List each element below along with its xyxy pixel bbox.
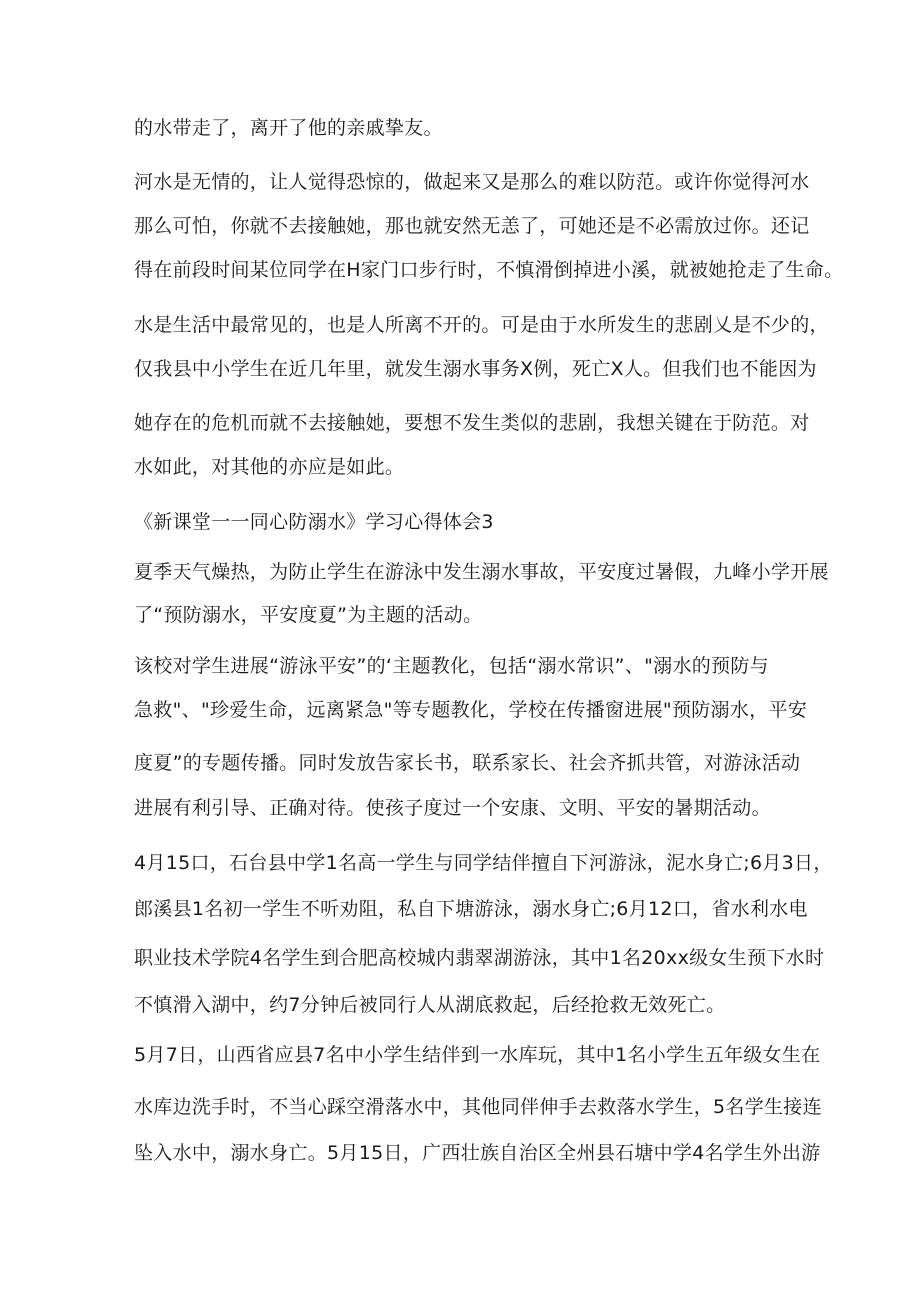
text-line: 职业技术学院4名学生到合肥高校城内翡翠湖游泳，其中1名20xx级女生预下水时 xyxy=(134,947,825,969)
text-line: 了“预防溺水，平安度夏”为主题的活动。 xyxy=(134,604,483,626)
text-line: 水如此，对其他的亦应是如此。 xyxy=(134,456,405,478)
text-line: 不慎滑入湖中，约7分钟后被同行人从湖底救起，后经抢救无效死亡。 xyxy=(134,994,726,1016)
text-line: 坠入水中，溺水身亡。5月15日，广西壮族自治区全州县石塘中学4名学生外出游 xyxy=(134,1142,821,1164)
text-line: 河水是无情的，让人觉得恐惊的，做起来又是那么的难以防范。或许你觉得河水 xyxy=(134,171,810,193)
text-line: 该校对学生进展“游泳平安”的‘主题教化，包括“溺水常识”、"溺水的预防与 xyxy=(134,655,769,677)
text-line: 水是生活中最常见的，也是人所离不开的。可是由于水所发生的悲剧乂是不少的， xyxy=(134,314,829,336)
text-line: 进展有利引导、正确对待。使孩子度过一个安康、文明、平安的暑期活动。 xyxy=(134,797,771,819)
text-line: 仅我县中小学生在近几年里，就发生溺水事务X例，死亡X人。但我们也不能因为 xyxy=(134,358,817,380)
text-line: 她存在的危机而就不去接触她，要想不发生类似的悲剧，我想关键在于防范。对 xyxy=(134,412,810,434)
text-line: 水库边洗手时，不当心踩空滑落水中，其他同伴伸手去救落水学生，5名学生接连 xyxy=(134,1096,822,1118)
text-line: 5月7日，山西省应县7名中小学生结伴到一水库玩，其中1名小学生五年级女生在 xyxy=(134,1044,821,1066)
section-heading: 《新课堂一一同心防溺水》学习心得体会3 xyxy=(134,511,494,533)
text-line: 4月15口，石台县中学1名高一学生与同学结伴擅自下河游泳，泥水身亡;6月3日， xyxy=(134,852,833,874)
text-line: 急救"、"珍爱生命，远离紧急"等专题教化，学校在传播窗进展"预防溺水，平安 xyxy=(134,699,808,721)
text-line: 郎溪县1名初一学生不听劝阻，私自下塘游泳，溺水身亡;6月12口，省水利水电 xyxy=(134,898,808,920)
text-line: 的水带走了，离开了他的亲戚挚友。 xyxy=(134,117,443,139)
text-line: 夏季天气燥热，为防止学生在游泳中发生溺水事故，平安度过暑假，九峰小学开展 xyxy=(134,561,829,583)
text-line: 度夏”的专题传播。同时发放告家长书，联系家长、社会齐抓共管，对游泳活动 xyxy=(134,752,801,774)
text-line: 得在前段时间某位同学在H家门口步行时，不慎滑倒掉进小溪，就被她抢走了生命。 xyxy=(134,259,844,281)
text-line: 那么可怕，你就不去接触她，那也就安然无恙了，可她还是不必需放过你。还记 xyxy=(134,215,810,237)
